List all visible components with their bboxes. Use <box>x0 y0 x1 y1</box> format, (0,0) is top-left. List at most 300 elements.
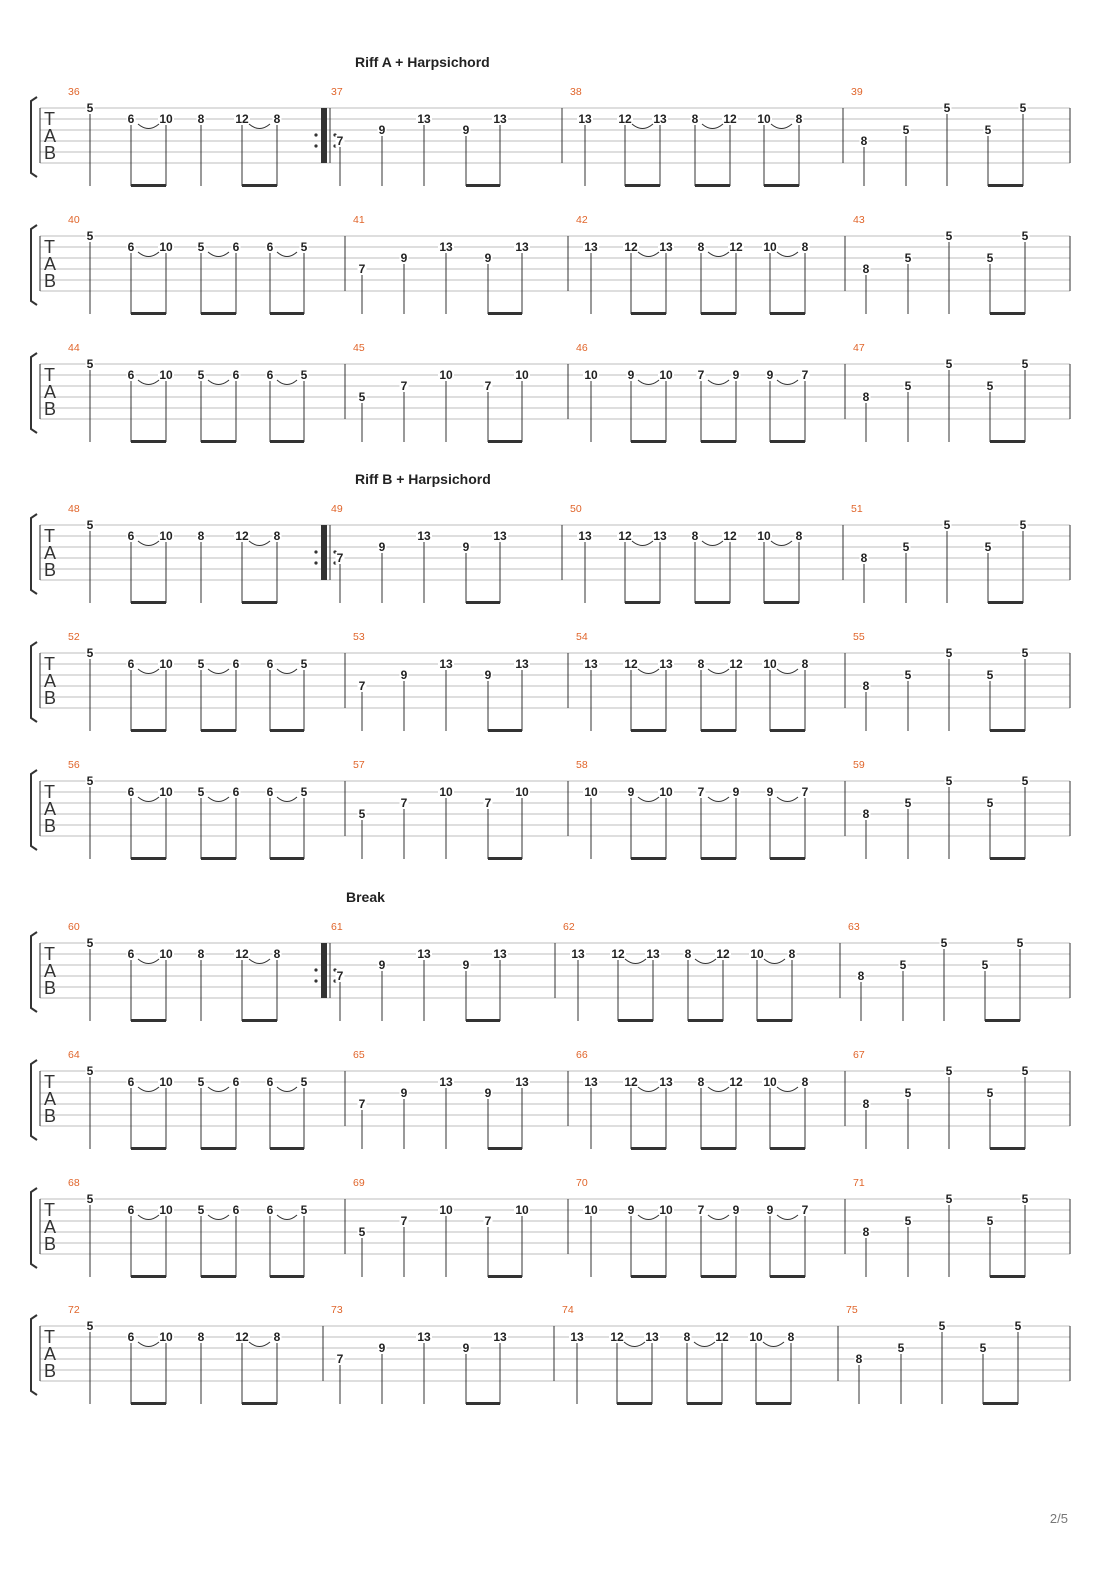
note-beam <box>764 601 799 604</box>
fret-number: 12 <box>715 1330 729 1344</box>
fret-number: 5 <box>358 390 366 404</box>
fret-number: 12 <box>723 529 737 543</box>
slur <box>638 797 659 802</box>
fret-number: 8 <box>860 551 868 565</box>
slur <box>702 541 723 546</box>
note-beam <box>488 1147 522 1150</box>
fret-number: 5 <box>1016 936 1024 950</box>
slur <box>277 797 297 802</box>
note-beam <box>688 1019 723 1022</box>
measure-number: 59 <box>853 759 865 771</box>
fret-number: 5 <box>981 958 989 972</box>
fret-number: 5 <box>86 1192 94 1206</box>
measure-number: 44 <box>68 342 80 354</box>
fret-number: 10 <box>159 1330 173 1344</box>
fret-number: 7 <box>336 1352 344 1366</box>
note-beam <box>201 440 236 443</box>
note-beam <box>757 1019 792 1022</box>
note-beam <box>701 857 736 860</box>
note-beam <box>695 184 730 187</box>
fret-number: 8 <box>697 1075 705 1089</box>
slur <box>208 1215 229 1220</box>
fret-number: 8 <box>787 1330 795 1344</box>
note-beam <box>488 857 522 860</box>
note-beam <box>770 1147 805 1150</box>
fret-number: 5 <box>984 123 992 137</box>
fret-number: 10 <box>750 947 764 961</box>
slur <box>694 1342 715 1347</box>
fret-number: 10 <box>584 785 598 799</box>
fret-number: 12 <box>611 947 625 961</box>
fret-number: 5 <box>300 1203 308 1217</box>
fret-number: 5 <box>86 229 94 243</box>
note-beam <box>990 729 1025 732</box>
fret-number: 6 <box>232 1203 240 1217</box>
note-beam <box>131 312 166 315</box>
fret-number: 5 <box>300 240 308 254</box>
slur <box>277 1215 297 1220</box>
fret-number: 5 <box>904 251 912 265</box>
tab-clef-letter: B <box>44 560 57 580</box>
repeat-thick-bar <box>321 108 327 163</box>
fret-number: 7 <box>336 969 344 983</box>
note-beam <box>488 312 522 315</box>
fret-number: 5 <box>1014 1319 1022 1333</box>
fret-number: 5 <box>943 101 951 115</box>
fret-number: 12 <box>723 112 737 126</box>
note-beam <box>270 857 304 860</box>
measure-number: 56 <box>68 759 80 771</box>
fret-number: 12 <box>618 112 632 126</box>
fret-number: 5 <box>86 774 94 788</box>
slur <box>777 1215 798 1220</box>
fret-number: 13 <box>417 112 431 126</box>
tab-clef-letter: B <box>44 143 57 163</box>
fret-number: 6 <box>266 1075 274 1089</box>
tab-clef-letter: A <box>44 254 57 274</box>
fret-number: 13 <box>493 112 507 126</box>
measure-number: 37 <box>331 86 343 98</box>
measure-number: 65 <box>353 1049 365 1061</box>
fret-number: 9 <box>378 540 386 554</box>
fret-number: 12 <box>618 529 632 543</box>
slur <box>638 1087 659 1092</box>
note-beam <box>701 440 736 443</box>
fret-number: 13 <box>493 947 507 961</box>
fret-number: 6 <box>232 785 240 799</box>
fret-number: 12 <box>235 529 249 543</box>
note-beam <box>131 440 166 443</box>
fret-number: 5 <box>940 936 948 950</box>
measure-number: 46 <box>576 342 588 354</box>
fret-number: 9 <box>378 1341 386 1355</box>
fret-number: 7 <box>336 551 344 565</box>
fret-number: 6 <box>127 785 135 799</box>
slur <box>208 797 229 802</box>
fret-number: 7 <box>400 1214 408 1228</box>
fret-number: 6 <box>266 785 274 799</box>
measure-number: 66 <box>576 1049 588 1061</box>
fret-number: 6 <box>232 657 240 671</box>
fret-number: 5 <box>986 1214 994 1228</box>
measure-number: 63 <box>848 921 860 933</box>
slur <box>138 1215 159 1220</box>
fret-number: 5 <box>984 540 992 554</box>
fret-number: 9 <box>627 368 635 382</box>
fret-number: 6 <box>127 657 135 671</box>
measure-number: 73 <box>331 1304 343 1316</box>
note-beam <box>618 1019 653 1022</box>
fret-number: 8 <box>197 1330 205 1344</box>
fret-number: 5 <box>938 1319 946 1333</box>
note-beam <box>687 1402 722 1405</box>
note-beam <box>770 729 805 732</box>
fret-number: 6 <box>266 240 274 254</box>
fret-number: 5 <box>945 1064 953 1078</box>
fret-number: 9 <box>766 368 774 382</box>
fret-number: 5 <box>197 657 205 671</box>
measure-number: 75 <box>846 1304 858 1316</box>
system-bracket <box>31 642 37 722</box>
fret-number: 5 <box>904 1086 912 1100</box>
note-beam <box>131 729 166 732</box>
note-beam <box>990 1275 1025 1278</box>
measure-number: 71 <box>853 1177 865 1189</box>
fret-number: 6 <box>127 529 135 543</box>
fret-number: 6 <box>127 112 135 126</box>
slur <box>277 252 297 257</box>
fret-number: 9 <box>766 785 774 799</box>
system-bracket <box>31 353 37 433</box>
fret-number: 10 <box>659 785 673 799</box>
fret-number: 9 <box>400 668 408 682</box>
slur <box>208 252 229 257</box>
note-beam <box>990 440 1025 443</box>
fret-number: 8 <box>801 240 809 254</box>
fret-number: 6 <box>232 1075 240 1089</box>
page-number: 2/5 <box>1049 1511 1068 1526</box>
tab-clef-letter: T <box>44 1072 55 1092</box>
fret-number: 13 <box>653 112 667 126</box>
fret-number: 13 <box>659 1075 673 1089</box>
note-beam <box>631 729 666 732</box>
measure-number: 39 <box>851 86 863 98</box>
fret-number: 13 <box>653 529 667 543</box>
fret-number: 9 <box>484 1086 492 1100</box>
slur <box>249 959 270 964</box>
fret-number: 5 <box>945 774 953 788</box>
fret-number: 9 <box>462 540 470 554</box>
slur <box>625 959 646 964</box>
fret-number: 12 <box>235 947 249 961</box>
note-beam <box>242 1402 277 1405</box>
system-bracket <box>31 932 37 1012</box>
repeat-dot <box>314 550 317 553</box>
slur <box>138 380 159 385</box>
fret-number: 13 <box>493 529 507 543</box>
slur <box>138 797 159 802</box>
fret-number: 10 <box>659 1203 673 1217</box>
tab-clef-letter: B <box>44 399 57 419</box>
tab-clef-letter: T <box>44 526 55 546</box>
fret-number: 6 <box>232 368 240 382</box>
slur <box>277 669 297 674</box>
note-beam <box>466 601 500 604</box>
fret-number: 5 <box>1021 1064 1029 1078</box>
fret-number: 10 <box>159 657 173 671</box>
fret-number: 12 <box>610 1330 624 1344</box>
fret-number: 5 <box>904 796 912 810</box>
fret-number: 5 <box>86 1064 94 1078</box>
note-beam <box>201 312 236 315</box>
fret-number: 5 <box>986 796 994 810</box>
fret-number: 10 <box>159 368 173 382</box>
slur <box>208 1087 229 1092</box>
fret-number: 13 <box>584 657 598 671</box>
fret-number: 10 <box>659 368 673 382</box>
fret-number: 13 <box>515 240 529 254</box>
tab-clef-letter: B <box>44 1234 57 1254</box>
note-beam <box>488 1275 522 1278</box>
fret-number: 8 <box>273 947 281 961</box>
fret-number: 10 <box>439 1203 453 1217</box>
measure-number: 51 <box>851 503 863 515</box>
fret-number: 8 <box>862 1225 870 1239</box>
fret-number: 8 <box>273 1330 281 1344</box>
fret-number: 8 <box>801 1075 809 1089</box>
fret-number: 9 <box>484 668 492 682</box>
fret-number: 5 <box>86 518 94 532</box>
fret-number: 8 <box>855 1352 863 1366</box>
slur <box>208 669 229 674</box>
note-beam <box>770 440 805 443</box>
slur <box>771 124 792 129</box>
note-beam <box>131 601 166 604</box>
repeat-thick-bar <box>321 943 327 998</box>
system-bracket <box>31 1060 37 1140</box>
slur <box>695 959 716 964</box>
note-beam <box>131 857 166 860</box>
measure-number: 67 <box>853 1049 865 1061</box>
slur <box>138 541 159 546</box>
slur <box>708 380 729 385</box>
fret-number: 5 <box>197 1075 205 1089</box>
slur <box>708 1215 729 1220</box>
fret-number: 5 <box>1021 1192 1029 1206</box>
slur <box>638 252 659 257</box>
note-beam <box>466 184 500 187</box>
repeat-dot <box>314 968 317 971</box>
fret-number: 8 <box>197 112 205 126</box>
measure-number: 36 <box>68 86 80 98</box>
measure-number: 57 <box>353 759 365 771</box>
fret-number: 13 <box>584 240 598 254</box>
note-beam <box>770 857 805 860</box>
measure-number: 38 <box>570 86 582 98</box>
note-beam <box>701 1275 736 1278</box>
fret-number: 5 <box>943 518 951 532</box>
system-bracket <box>31 514 37 594</box>
fret-number: 8 <box>862 1097 870 1111</box>
note-beam <box>631 312 666 315</box>
fret-number: 10 <box>584 368 598 382</box>
note-beam <box>770 312 805 315</box>
tab-clef-letter: B <box>44 1106 57 1126</box>
note-beam <box>270 1147 304 1150</box>
fret-number: 9 <box>462 123 470 137</box>
fret-number: 5 <box>86 646 94 660</box>
tab-clef-letter: B <box>44 816 57 836</box>
slur <box>763 1342 784 1347</box>
fret-number: 5 <box>1021 357 1029 371</box>
fret-number: 13 <box>439 657 453 671</box>
measure-number: 70 <box>576 1177 588 1189</box>
fret-number: 9 <box>378 123 386 137</box>
slur <box>702 124 723 129</box>
measure-number: 74 <box>562 1304 574 1316</box>
note-beam <box>201 729 236 732</box>
fret-number: 6 <box>127 1075 135 1089</box>
fret-number: 10 <box>749 1330 763 1344</box>
slur <box>138 124 159 129</box>
note-beam <box>242 184 277 187</box>
fret-number: 10 <box>757 112 771 126</box>
fret-number: 6 <box>127 947 135 961</box>
note-beam <box>201 1147 236 1150</box>
fret-number: 7 <box>697 785 705 799</box>
note-beam <box>631 1147 666 1150</box>
measure-number: 42 <box>576 214 588 226</box>
fret-number: 7 <box>358 262 366 276</box>
fret-number: 9 <box>627 1203 635 1217</box>
fret-number: 9 <box>484 251 492 265</box>
fret-number: 7 <box>400 379 408 393</box>
fret-number: 7 <box>484 379 492 393</box>
measure-number: 41 <box>353 214 365 226</box>
section-label: Riff A + Harpsichord <box>355 54 490 70</box>
section-label: Riff B + Harpsichord <box>355 471 491 487</box>
fret-number: 12 <box>235 112 249 126</box>
slur <box>138 252 159 257</box>
fret-number: 9 <box>732 368 740 382</box>
fret-number: 9 <box>400 1086 408 1100</box>
fret-number: 5 <box>300 368 308 382</box>
measure-number: 60 <box>68 921 80 933</box>
fret-number: 10 <box>159 947 173 961</box>
note-beam <box>617 1402 652 1405</box>
fret-number: 8 <box>273 112 281 126</box>
measure-number: 54 <box>576 631 588 643</box>
fret-number: 12 <box>624 240 638 254</box>
measure-number: 49 <box>331 503 343 515</box>
fret-number: 6 <box>127 1330 135 1344</box>
fret-number: 10 <box>439 368 453 382</box>
measure-number: 61 <box>331 921 343 933</box>
fret-number: 5 <box>1021 646 1029 660</box>
fret-number: 5 <box>986 251 994 265</box>
fret-number: 5 <box>986 668 994 682</box>
note-beam <box>985 1019 1020 1022</box>
fret-number: 10 <box>763 240 777 254</box>
fret-number: 10 <box>159 1203 173 1217</box>
fret-number: 7 <box>336 134 344 148</box>
fret-number: 5 <box>986 1086 994 1100</box>
tab-clef-letter: A <box>44 126 57 146</box>
fret-number: 10 <box>515 785 529 799</box>
fret-number: 7 <box>400 796 408 810</box>
fret-number: 5 <box>86 101 94 115</box>
fret-number: 5 <box>945 357 953 371</box>
fret-number: 5 <box>897 1341 905 1355</box>
fret-number: 5 <box>902 123 910 137</box>
fret-number: 12 <box>624 657 638 671</box>
fret-number: 5 <box>197 1203 205 1217</box>
slur <box>632 124 653 129</box>
note-beam <box>701 312 736 315</box>
note-beam <box>990 312 1025 315</box>
tab-clef-letter: A <box>44 961 57 981</box>
fret-number: 9 <box>462 1341 470 1355</box>
fret-number: 8 <box>857 969 865 983</box>
note-beam <box>625 601 660 604</box>
slur <box>638 380 659 385</box>
fret-number: 5 <box>1021 774 1029 788</box>
note-beam <box>764 184 799 187</box>
fret-number: 13 <box>584 1075 598 1089</box>
measure-number: 45 <box>353 342 365 354</box>
fret-number: 12 <box>729 657 743 671</box>
fret-number: 8 <box>697 240 705 254</box>
fret-number: 5 <box>86 357 94 371</box>
fret-number: 8 <box>862 262 870 276</box>
slur <box>624 1342 645 1347</box>
slur <box>771 541 792 546</box>
fret-number: 8 <box>795 112 803 126</box>
tab-clef-letter: B <box>44 688 57 708</box>
system-bracket <box>31 1188 37 1268</box>
repeat-thick-bar <box>321 525 327 580</box>
tab-clef-letter: T <box>44 109 55 129</box>
measure-number: 52 <box>68 631 80 643</box>
section-label: Break <box>346 889 385 905</box>
fret-number: 12 <box>716 947 730 961</box>
measure-number: 69 <box>353 1177 365 1189</box>
note-beam <box>988 601 1023 604</box>
fret-number: 10 <box>159 529 173 543</box>
fret-number: 5 <box>86 936 94 950</box>
slur <box>708 797 729 802</box>
fret-number: 7 <box>484 796 492 810</box>
fret-number: 8 <box>862 679 870 693</box>
fret-number: 8 <box>801 657 809 671</box>
fret-number: 5 <box>945 229 953 243</box>
fret-number: 8 <box>860 134 868 148</box>
system-bracket <box>31 770 37 850</box>
fret-number: 9 <box>732 1203 740 1217</box>
note-beam <box>270 440 304 443</box>
slur <box>208 380 229 385</box>
slur <box>777 797 798 802</box>
fret-number: 10 <box>763 1075 777 1089</box>
fret-number: 13 <box>417 947 431 961</box>
slur <box>777 252 798 257</box>
fret-number: 10 <box>584 1203 598 1217</box>
measure-number: 72 <box>68 1304 80 1316</box>
fret-number: 10 <box>757 529 771 543</box>
fret-number: 13 <box>578 112 592 126</box>
note-beam <box>988 184 1023 187</box>
fret-number: 5 <box>197 785 205 799</box>
